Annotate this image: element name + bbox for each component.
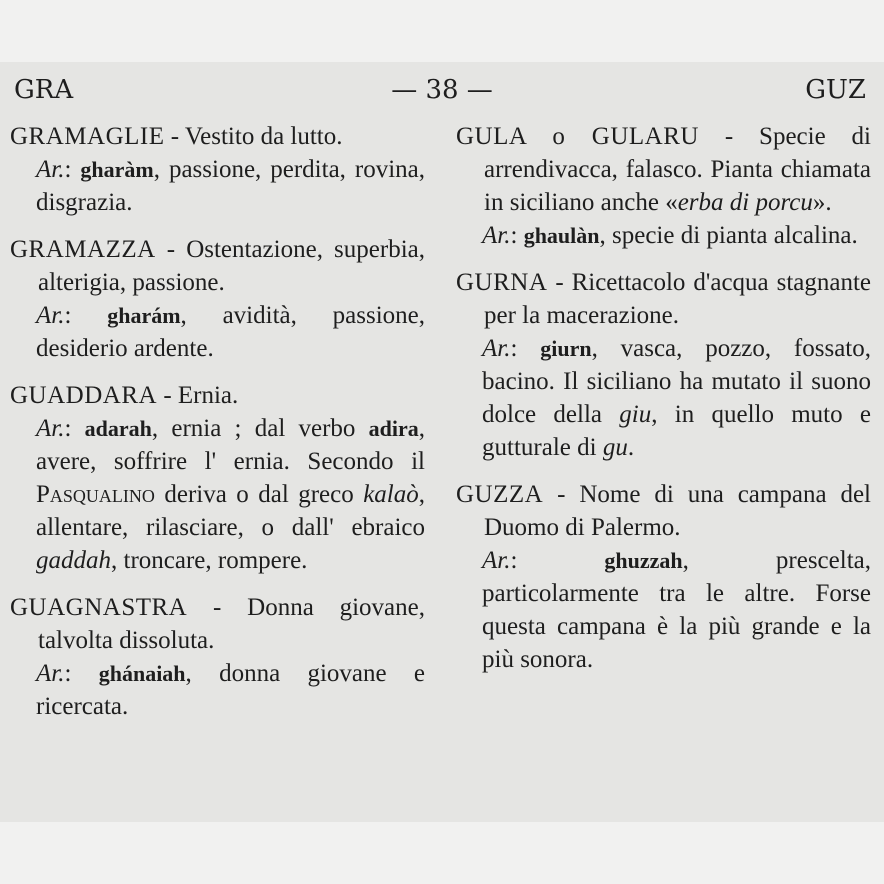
etymology-text: , in quello muto e gutturale di xyxy=(482,401,871,461)
ar-label: Ar. xyxy=(36,302,65,329)
entry-gurna xyxy=(456,266,871,464)
etymology-text: , passione, perdita, rovina, disgrazia. xyxy=(36,156,426,216)
etymology-text: deriva o dal greco xyxy=(154,481,364,508)
entry-headline xyxy=(456,266,871,332)
right-column xyxy=(456,120,871,690)
arabic-word: ghaulàn xyxy=(523,223,600,248)
page-header xyxy=(0,70,884,110)
arabic-etymology xyxy=(10,153,425,219)
author-name: Pasqualino xyxy=(36,481,155,508)
ar-separator: : xyxy=(510,335,541,362)
etymology-text: . xyxy=(627,434,635,461)
arabic-word: gharàm xyxy=(80,157,154,182)
hebrew-word: gaddah xyxy=(36,547,111,574)
etymology-text: , troncare, rompere. xyxy=(111,547,308,574)
arabic-etymology xyxy=(10,299,425,365)
ar-separator: : xyxy=(64,156,81,183)
arabic-etymology xyxy=(456,332,871,464)
entry-gula xyxy=(456,120,871,252)
entry-headline xyxy=(10,591,425,657)
italic-syllable: giu xyxy=(619,401,652,428)
definition: - Specie di arrendivacca, falasco. Pianta chiamata in siciliano anche « xyxy=(484,123,871,216)
arabic-etymology xyxy=(456,219,871,252)
arabic-verb: adira xyxy=(368,416,419,441)
arabic-etymology xyxy=(456,544,871,676)
headword: GUADDARA xyxy=(10,382,158,409)
entry-guaddara xyxy=(10,379,425,577)
left-column xyxy=(10,120,425,737)
headword: GULA o GULARU xyxy=(456,123,699,150)
entry-headline xyxy=(10,379,425,412)
entry-headline xyxy=(456,478,871,544)
definition: - Nome di una campana del Duomo di Palermo. xyxy=(484,481,871,541)
etymology-text: , ernia ; dal verbo xyxy=(151,415,369,442)
page-number: — 38 — xyxy=(391,75,493,105)
headword: GUAGNASTRA xyxy=(10,594,188,621)
ar-label: Ar. xyxy=(36,156,65,183)
etymology-text: , vasca, pozzo, fossato, bacino. Il siciliano ha mutato il suono dolce della xyxy=(482,335,871,428)
definition: - Donna giovane, talvolta dissoluta. xyxy=(38,594,425,654)
arabic-word: gharám xyxy=(107,303,181,328)
header-right-guide-word: GUZ xyxy=(805,75,866,105)
italic-term: erba di porcu xyxy=(677,189,813,216)
ar-label: Ar. xyxy=(482,222,511,249)
etymology-text: , avere, soffrire l' ernia. Secondo il xyxy=(36,415,425,475)
ar-label: Ar. xyxy=(482,335,511,362)
entry-headline xyxy=(10,233,425,299)
definition: - Vestito da lutto. xyxy=(164,123,343,150)
etymology-text: , allentare, rilasciare, o dall' ebraico xyxy=(36,481,425,541)
entry-guagnastra xyxy=(10,591,425,723)
ar-label: Ar. xyxy=(36,660,65,687)
etymology-text: , avidità, passione, desiderio ardente. xyxy=(36,302,425,362)
arabic-etymology xyxy=(10,412,425,577)
ar-separator: : xyxy=(64,660,99,687)
entry-headline xyxy=(456,120,871,219)
italic-syllable: gu xyxy=(602,434,628,461)
entry-gramazza xyxy=(10,233,425,365)
etymology-text: , specie di pianta alcalina. xyxy=(599,222,858,249)
ar-separator: : xyxy=(64,415,85,442)
arabic-word: ghuzzah xyxy=(604,548,683,573)
ar-separator: : xyxy=(510,222,524,249)
arabic-word: ghánaiah xyxy=(98,661,186,686)
arabic-word: giurn xyxy=(540,336,592,361)
headword: GUZZA xyxy=(456,481,544,508)
entry-headline xyxy=(10,120,425,153)
entry-guzza xyxy=(456,478,871,676)
definition: - Ernia. xyxy=(157,382,239,409)
etymology-text: , prescelta, particolarmente tra le altre. Forse questa campana è la più grande e la più sonora. xyxy=(482,547,871,673)
definition: - Ostentazione, superbia, alterigia, passione. xyxy=(38,236,425,296)
ar-separator: : xyxy=(510,547,605,574)
definition-end: ». xyxy=(812,189,832,216)
arabic-etymology xyxy=(10,657,425,723)
header-left-guide-word: GRA xyxy=(14,75,74,105)
ar-label: Ar. xyxy=(36,415,65,442)
etymology-text: , donna giovane e ricercata. xyxy=(36,660,425,720)
entry-gramaglie xyxy=(10,120,425,219)
greek-word: kalaò xyxy=(363,481,419,508)
ar-separator: : xyxy=(64,302,108,329)
definition: - Ricettacolo d'acqua stagnante per la macerazione. xyxy=(484,269,871,329)
headword: GURNA xyxy=(456,269,548,296)
headword: GRAMAZZA xyxy=(10,236,156,263)
headword: GRAMAGLIE xyxy=(10,123,165,150)
ar-label: Ar. xyxy=(482,547,511,574)
arabic-word: adarah xyxy=(84,416,152,441)
